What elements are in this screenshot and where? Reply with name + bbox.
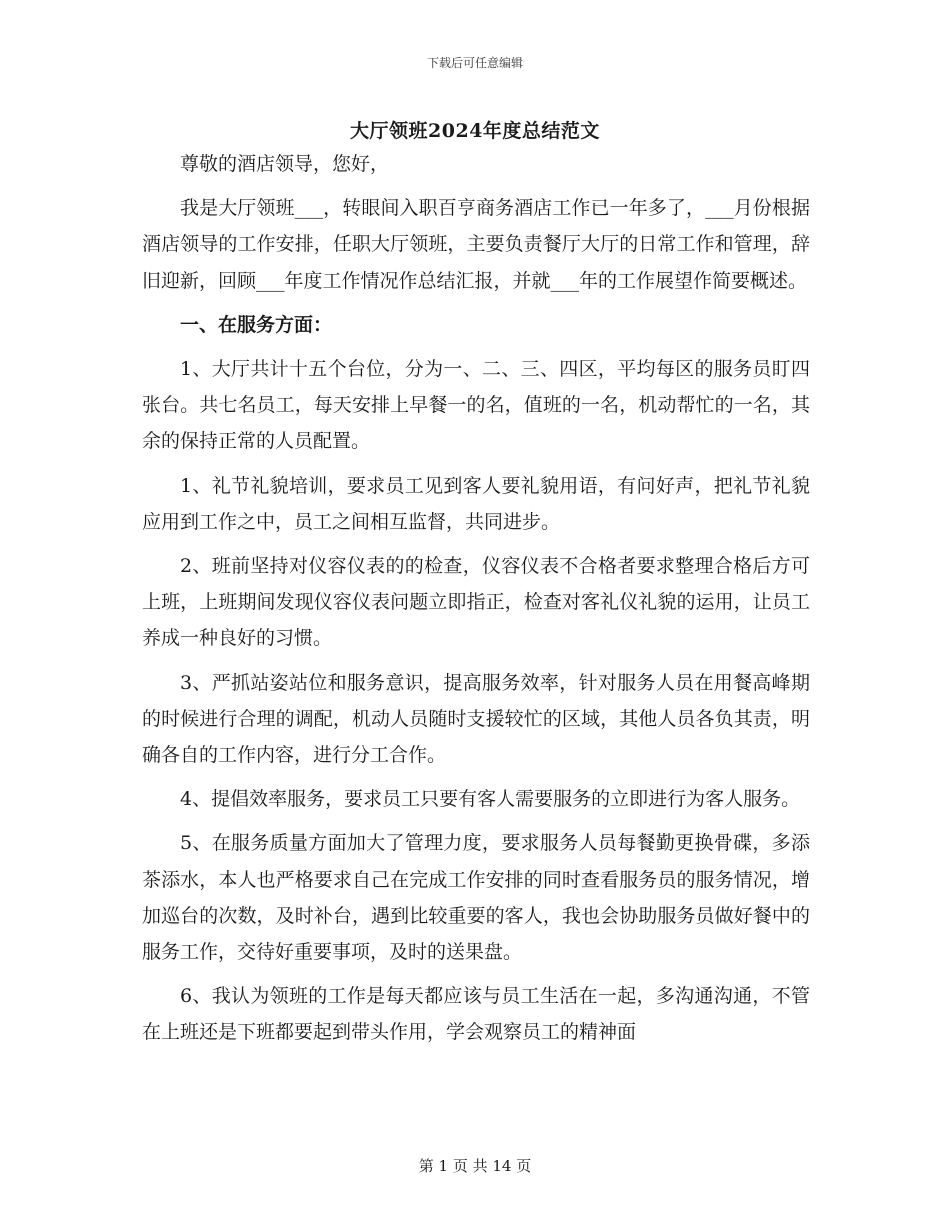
body-paragraph: 1、礼节礼貌培训，要求员工见到客人要礼貌用语，有问好声，把礼节礼貌应用到工作之中，员工之间相互监督，共同进步。 bbox=[142, 474, 810, 533]
page-number: 第 1 页 共 14 页 bbox=[418, 1157, 532, 1175]
intro-paragraph: 我是大厅领班___，转眼间入职百亨商务酒店工作已一年多了，___月份根据酒店领导的工作安排，任职大厅领班，主要负责餐厅大厅的日常工作和管理，辞旧迎新，回顾___年度工作情况作总结汇报，并就___年的工作展望作简要概述。 bbox=[142, 197, 810, 292]
body-paragraph: 4、提倡效率服务，要求员工只要有客人需要服务的立即进行为客人服务。 bbox=[180, 788, 801, 811]
document-title: 大厅领班2024年度总结范文 bbox=[350, 120, 600, 142]
document-body bbox=[142, 146, 810, 1051]
body-paragraph: 2、班前坚持对仪容仪表的的检查，仪容仪表不合格者要求整理合格后方可上班，上班期间发现仪容仪表问题立即指正，检查对客礼仪礼貌的运用，让员工养成一种良好的习惯。 bbox=[142, 555, 810, 650]
body-paragraph: 1、大厅共计十五个台位，分为一、二、三、四区，平均每区的服务员盯四张台。共七名员工，每天安排上早餐一的名，值班的一名，机动帮忙的一名，其余的保持正常的人员配置。 bbox=[142, 358, 810, 453]
body-paragraph: 5、在服务质量方面加大了管理力度，要求服务人员每餐勤更换骨碟，多添茶添水，本人也严格要求自己在完成工作安排的同时查看服务员的服务情况，增加巡台的次数，及时补台，遇到比较重要的客人，我也会协助服务员做好餐中的服务工作，交待好重要事项，及时的送果盘。 bbox=[142, 832, 810, 964]
body-paragraph: 6、我认为领班的工作是每天都应该与员工生活在一起，多沟通沟通，不管在上班还是下班都要起到带头作用，学会观察员工的精神面 bbox=[142, 985, 810, 1044]
download-note: 下载后可任意编辑 bbox=[426, 56, 523, 70]
greeting-paragraph: 尊敬的酒店领导，您好， bbox=[180, 153, 390, 175]
section-heading-service: 一、在服务方面： bbox=[180, 313, 333, 336]
body-paragraph: 3、严抓站姿站位和服务意识，提高服务效率，针对服务人员在用餐高峰期的时候进行合理的调配，机动人员随时支援较忙的区域，其他人员各负其责，明确各自的工作内容，进行分工合作。 bbox=[142, 671, 810, 767]
